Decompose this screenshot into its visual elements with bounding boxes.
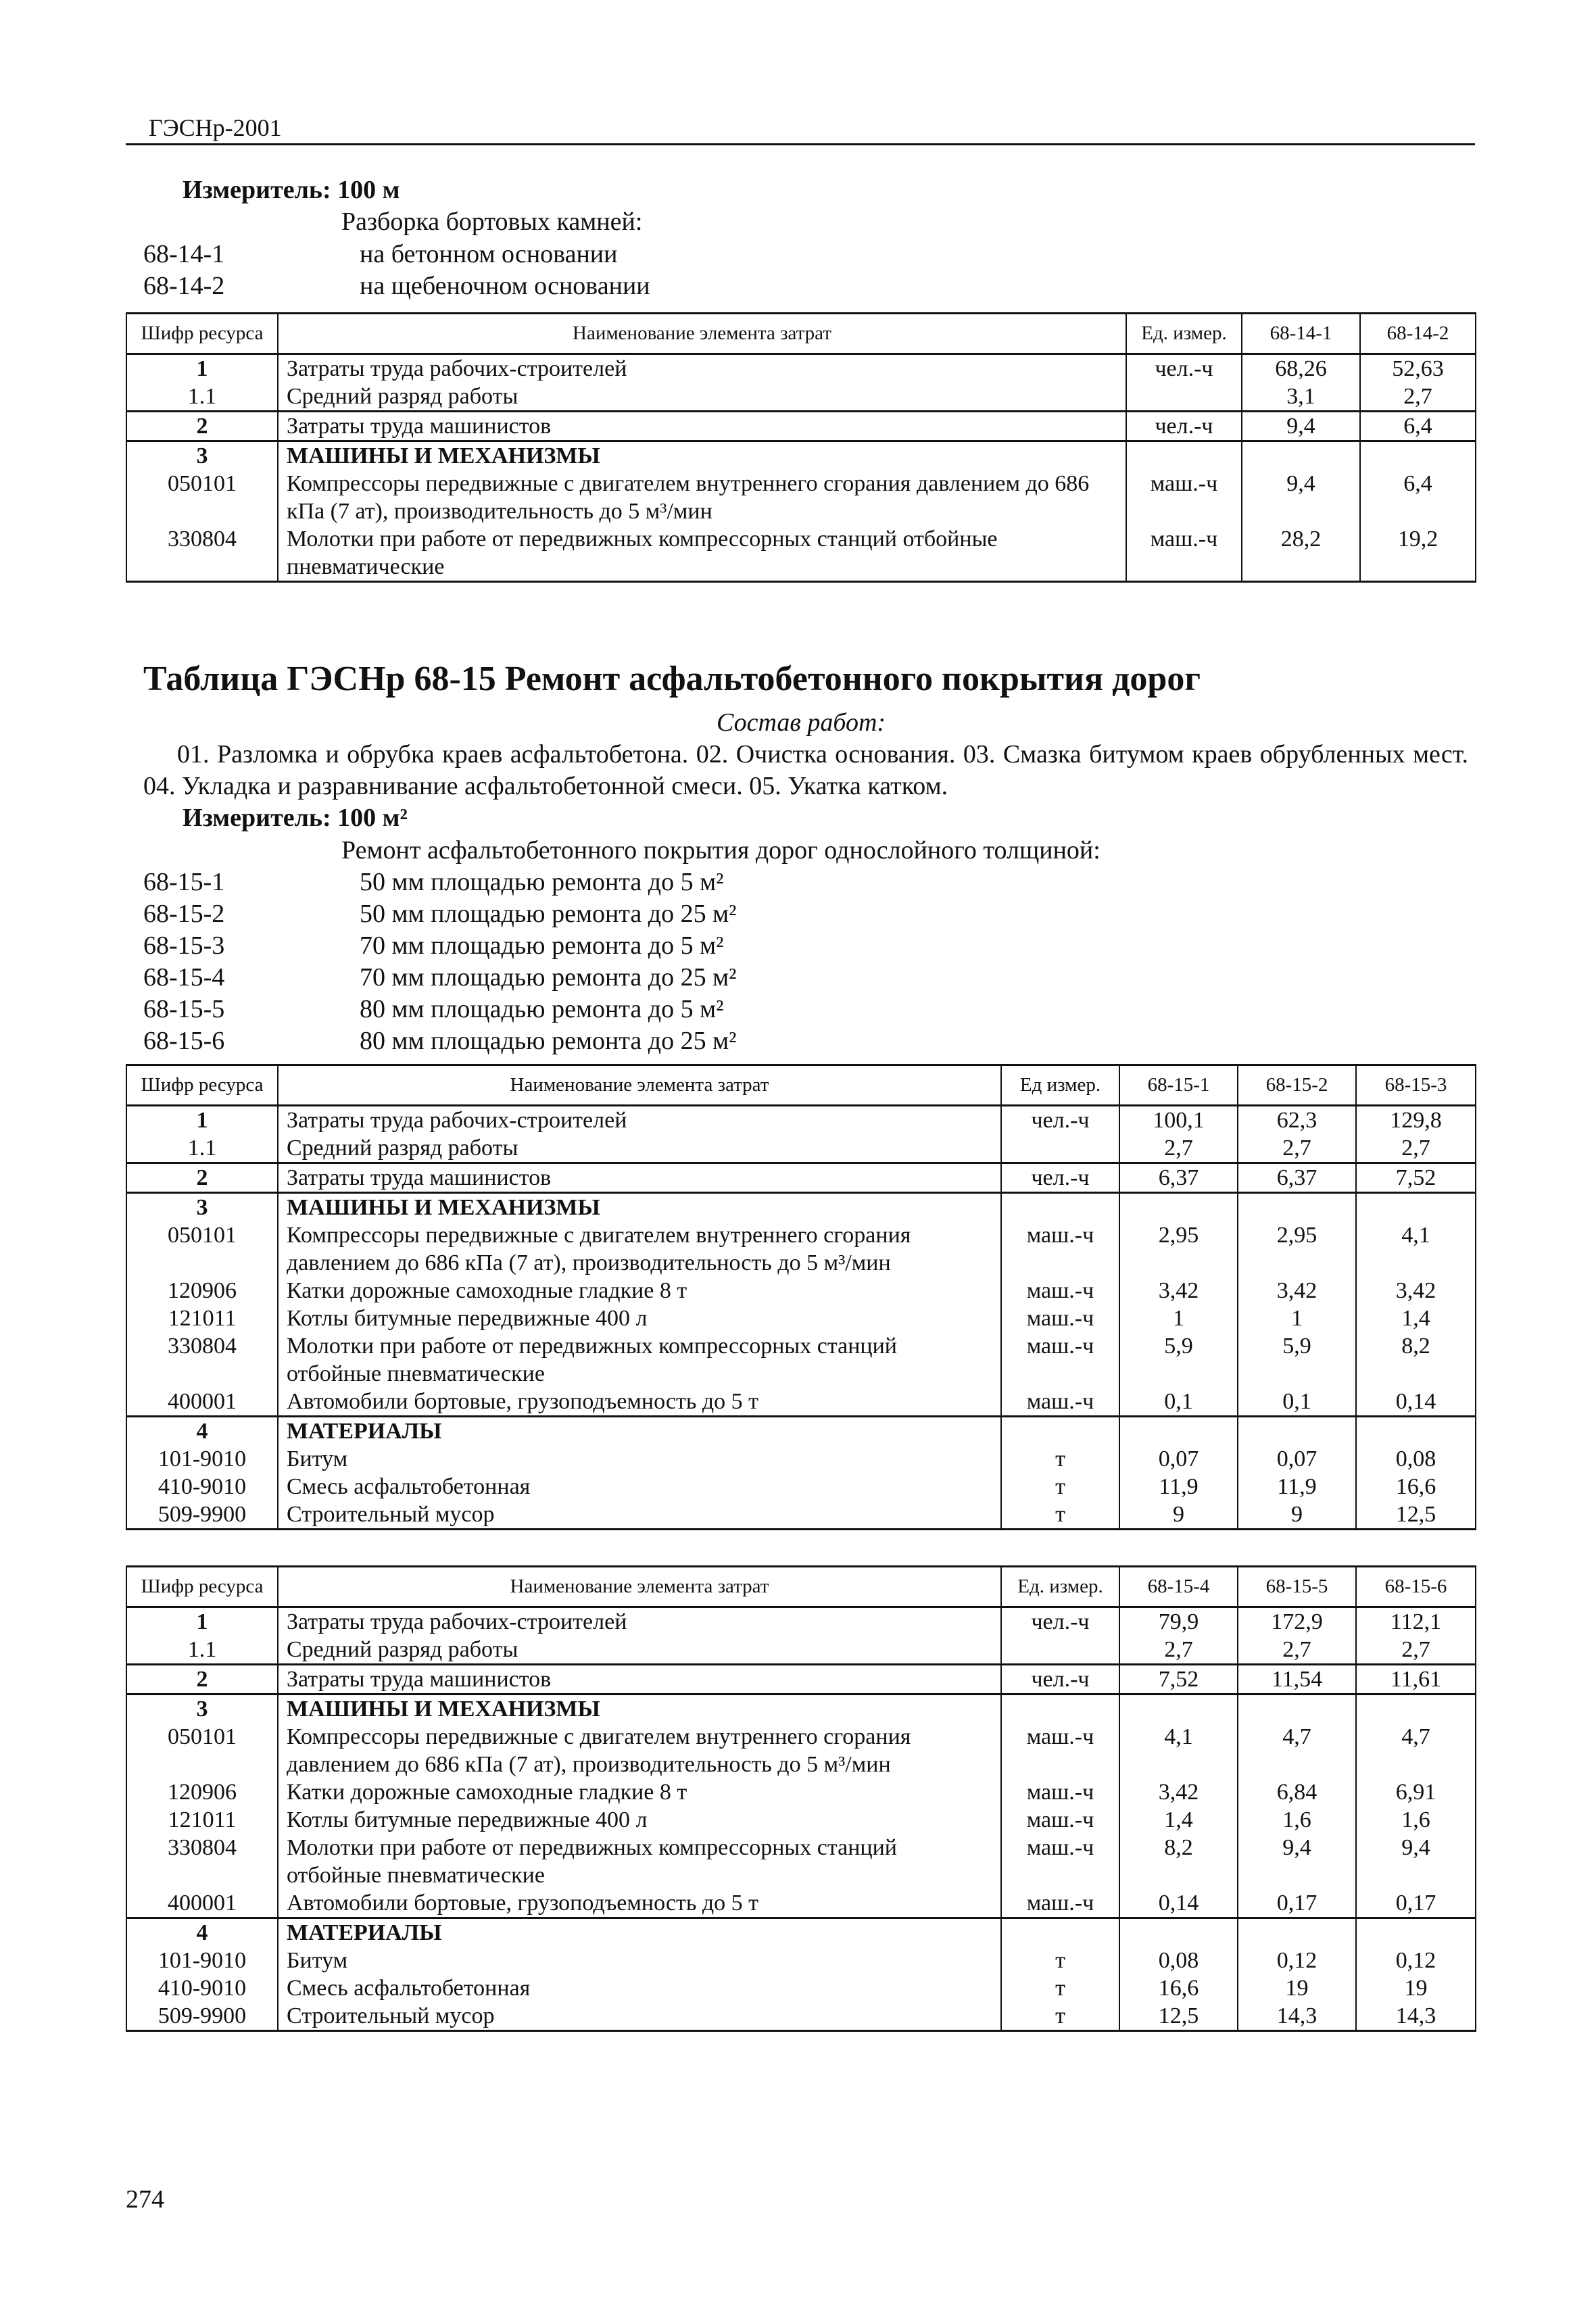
composition-body: 01. Разломка и обрубка краев асфальтобетона. 02. Очистка основания. 03. Смазка битумом краев обрубленных мест. 04. Укладка и разравнивание асфальтобетонной смеси. 05. Укатка катком. — [143, 740, 1468, 800]
row-value: 68,26 — [1242, 354, 1360, 383]
row-name: Автомобили бортовые, грузоподъемность до 5 т — [278, 1889, 1001, 1918]
row-name: Котлы битумные передвижные 400 л — [278, 1305, 1001, 1332]
row-unit: маш.-ч — [1001, 1778, 1119, 1806]
row-name: Молотки при работе от передвижных компрессорных станций отбойные пневматические — [278, 525, 1126, 582]
list-item — [143, 867, 724, 898]
row-unit: т — [1001, 1974, 1119, 2002]
row-value: 9 — [1119, 1501, 1238, 1530]
row-unit: маш.-ч — [1001, 1723, 1119, 1778]
row-code: 330804 — [126, 1332, 278, 1388]
row-value: 2,7 — [1238, 1134, 1356, 1163]
table-row — [126, 1221, 1476, 1277]
row-value: 9,4 — [1356, 1834, 1476, 1889]
row-code: 3 — [126, 1695, 278, 1724]
row-value: 4,7 — [1356, 1723, 1476, 1778]
row-unit — [1001, 1193, 1119, 1222]
row-name: Строительный мусор — [278, 1501, 1001, 1530]
row-name: Катки дорожные самоходные гладкие 8 т — [278, 1778, 1001, 1806]
row-code: 400001 — [126, 1889, 278, 1918]
row-value: 1,4 — [1119, 1806, 1238, 1834]
running-header: ГЭСНр-2001 — [149, 114, 282, 141]
table-row — [126, 1445, 1476, 1473]
composition-heading: Состав работ: — [717, 708, 886, 737]
row-value: 12,5 — [1119, 2002, 1238, 2031]
row-code: 120906 — [126, 1778, 278, 1806]
col-header-68-15-5: 68-15-5 — [1238, 1567, 1356, 1607]
row-value: 19 — [1356, 1974, 1476, 2002]
row-value: 16,6 — [1356, 1473, 1476, 1501]
group-title-68-15: Ремонт асфальтобетонного покрытия дорог однослойного толщиной: — [341, 836, 1101, 864]
row-value: 2,7 — [1238, 1636, 1356, 1665]
row-unit: маш.-ч — [1001, 1277, 1119, 1305]
row-unit — [1001, 1417, 1119, 1446]
row-value: 3,42 — [1238, 1277, 1356, 1305]
col-header-68-15-2: 68-15-2 — [1238, 1065, 1356, 1106]
page-number: 274 — [126, 2185, 164, 2214]
row-name: Молотки при работе от передвижных компрессорных станций отбойные пневматические — [278, 1332, 1001, 1388]
table-row — [126, 1277, 1476, 1305]
row-unit — [1126, 441, 1242, 470]
row-value: 0,07 — [1238, 1445, 1356, 1473]
row-code: 1.1 — [126, 1636, 278, 1665]
composition-text — [143, 739, 1468, 802]
row-value: 0,08 — [1356, 1445, 1476, 1473]
measure-68-14: Измеритель: 100 м — [183, 176, 400, 204]
item-label: 70 мм площадью ремонта до 25 м² — [360, 963, 737, 992]
item-label: на бетонном основании — [360, 240, 618, 268]
cost-table-68-14 — [126, 312, 1476, 583]
row-value — [1119, 1193, 1238, 1222]
header-rule — [126, 143, 1475, 145]
row-unit: т — [1001, 2002, 1119, 2031]
row-unit: маш.-ч — [1001, 1834, 1119, 1889]
row-code: 050101 — [126, 470, 278, 525]
row-value: 6,84 — [1238, 1778, 1356, 1806]
row-unit — [1001, 1695, 1119, 1724]
row-unit: чел.-ч — [1126, 412, 1242, 441]
row-name: Затраты труда рабочих-строителей — [278, 1607, 1001, 1636]
row-value: 4,7 — [1238, 1723, 1356, 1778]
item-label: 50 мм площадью ремонта до 25 м² — [360, 900, 737, 928]
row-value — [1356, 1417, 1476, 1446]
row-code: 1 — [126, 1607, 278, 1636]
row-code: 509-9900 — [126, 2002, 278, 2031]
row-unit: маш.-ч — [1001, 1889, 1119, 1918]
table-row — [126, 1918, 1476, 1947]
item-label: 80 мм площадью ремонта до 5 м² — [360, 995, 724, 1023]
item-code: 68-14-2 — [143, 272, 225, 300]
code-list-68-14 — [143, 239, 650, 302]
row-value: 172,9 — [1238, 1607, 1356, 1636]
row-name: Средний разряд работы — [278, 1636, 1001, 1665]
col-header-name: Наименование элемента затрат — [278, 1567, 1001, 1607]
row-name: Затраты труда рабочих-строителей — [278, 1106, 1001, 1135]
row-unit — [1126, 383, 1242, 412]
list-item — [143, 994, 724, 1025]
row-value: 19 — [1238, 1974, 1356, 2002]
row-unit: т — [1001, 1501, 1119, 1530]
row-value: 4,1 — [1119, 1723, 1238, 1778]
table-row — [126, 1305, 1476, 1332]
row-value: 1,6 — [1238, 1806, 1356, 1834]
row-name: Средний разряд работы — [278, 1134, 1001, 1163]
col-header-unit: Ед измер. — [1001, 1065, 1119, 1106]
row-value: 62,3 — [1238, 1106, 1356, 1135]
row-value: 1,4 — [1356, 1305, 1476, 1332]
row-value: 6,4 — [1360, 412, 1476, 441]
row-value: 2,7 — [1119, 1636, 1238, 1665]
row-code: 3 — [126, 441, 278, 470]
col-header-code: Шифр ресурса — [126, 314, 278, 354]
row-value — [1360, 441, 1476, 470]
row-code: 1 — [126, 1106, 278, 1135]
row-code: 1 — [126, 354, 278, 383]
row-value: 3,42 — [1356, 1277, 1476, 1305]
item-code: 68-15-5 — [143, 995, 225, 1023]
row-unit: чел.-ч — [1126, 354, 1242, 383]
row-code: 1.1 — [126, 1134, 278, 1163]
row-value: 3,42 — [1119, 1277, 1238, 1305]
measure-68-15: Измеритель: 100 м² — [183, 804, 408, 832]
col-header-68-14-2: 68-14-2 — [1360, 314, 1476, 354]
row-unit — [1001, 1918, 1119, 1947]
table-row — [126, 470, 1476, 525]
row-value: 7,52 — [1356, 1163, 1476, 1193]
row-name: Автомобили бортовые, грузоподъемность до 5 т — [278, 1388, 1001, 1417]
row-value: 0,17 — [1356, 1889, 1476, 1918]
row-code: 101-9010 — [126, 1445, 278, 1473]
row-value: 9 — [1238, 1501, 1356, 1530]
row-name: МАШИНЫ И МЕХАНИЗМЫ — [278, 441, 1126, 470]
row-name: Затраты труда машинистов — [278, 1163, 1001, 1193]
row-value: 52,63 — [1360, 354, 1476, 383]
row-unit: чел.-ч — [1001, 1106, 1119, 1135]
list-item — [143, 270, 650, 302]
item-label: 50 мм площадью ремонта до 5 м² — [360, 868, 724, 896]
row-code: 400001 — [126, 1388, 278, 1417]
row-value: 16,6 — [1119, 1974, 1238, 2002]
table-row — [126, 1778, 1476, 1806]
row-unit: чел.-ч — [1001, 1163, 1119, 1193]
row-code: 2 — [126, 412, 278, 441]
row-name: Катки дорожные самоходные гладкие 8 т — [278, 1277, 1001, 1305]
table-row — [126, 1417, 1476, 1446]
row-code: 3 — [126, 1193, 278, 1222]
row-name: Котлы битумные передвижные 400 л — [278, 1806, 1001, 1834]
col-header-name: Наименование элемента затрат — [278, 314, 1126, 354]
row-value: 6,91 — [1356, 1778, 1476, 1806]
table-row — [126, 1332, 1476, 1388]
list-item — [143, 239, 618, 270]
row-value: 0,08 — [1119, 1947, 1238, 1974]
row-unit: т — [1001, 1473, 1119, 1501]
table-row — [126, 1723, 1476, 1778]
table-row — [126, 1834, 1476, 1889]
item-code: 68-15-3 — [143, 931, 225, 960]
row-code: 410-9010 — [126, 1473, 278, 1501]
col-header-68-14-1: 68-14-1 — [1242, 314, 1360, 354]
row-value — [1238, 1918, 1356, 1947]
list-item — [143, 930, 724, 962]
row-unit: маш.-ч — [1001, 1305, 1119, 1332]
item-code: 68-14-1 — [143, 240, 225, 268]
row-code: 121011 — [126, 1806, 278, 1834]
row-value: 3,42 — [1119, 1778, 1238, 1806]
row-value — [1238, 1193, 1356, 1222]
item-code: 68-15-6 — [143, 1027, 225, 1055]
table-row — [126, 1163, 1476, 1193]
row-value — [1119, 1417, 1238, 1446]
item-label: на щебеночном основании — [360, 272, 650, 300]
item-label: 80 мм площадью ремонта до 25 м² — [360, 1027, 737, 1055]
item-code: 68-15-2 — [143, 900, 225, 928]
row-name: Молотки при работе от передвижных компрессорных станций отбойные пневматические — [278, 1834, 1001, 1889]
row-value — [1238, 1695, 1356, 1724]
row-value: 5,9 — [1119, 1332, 1238, 1388]
row-name: Битум — [278, 1947, 1001, 1974]
row-value: 0,12 — [1356, 1947, 1476, 1974]
col-header-code: Шифр ресурса — [126, 1567, 278, 1607]
table-row — [126, 1607, 1476, 1636]
row-unit: маш.-ч — [1126, 470, 1242, 525]
row-value: 0,14 — [1356, 1388, 1476, 1417]
row-name: Смесь асфальтобетонная — [278, 1974, 1001, 2002]
row-value: 1 — [1119, 1305, 1238, 1332]
group-title-68-14: Разборка бортовых камней: — [341, 208, 643, 236]
row-name: Битум — [278, 1445, 1001, 1473]
row-name: МАТЕРИАЛЫ — [278, 1918, 1001, 1947]
row-unit — [1001, 1636, 1119, 1665]
row-value: 11,61 — [1356, 1665, 1476, 1695]
row-value: 14,3 — [1356, 2002, 1476, 2031]
row-name: МАТЕРИАЛЫ — [278, 1417, 1001, 1446]
table-row — [126, 1636, 1476, 1665]
row-value: 2,95 — [1238, 1221, 1356, 1277]
table-row — [126, 525, 1476, 582]
row-value: 3,1 — [1242, 383, 1360, 412]
row-unit: маш.-ч — [1126, 525, 1242, 582]
row-name: Затраты труда рабочих-строителей — [278, 354, 1126, 383]
row-code: 050101 — [126, 1221, 278, 1277]
row-name: Смесь асфальтобетонная — [278, 1473, 1001, 1501]
row-value: 112,1 — [1356, 1607, 1476, 1636]
row-value: 0,1 — [1119, 1388, 1238, 1417]
table-row — [126, 412, 1476, 441]
row-value — [1356, 1193, 1476, 1222]
row-code: 330804 — [126, 1834, 278, 1889]
row-value: 8,2 — [1356, 1332, 1476, 1388]
item-label: 70 мм площадью ремонта до 5 м² — [360, 931, 724, 960]
row-code: 410-9010 — [126, 1974, 278, 2002]
row-name: МАШИНЫ И МЕХАНИЗМЫ — [278, 1193, 1001, 1222]
row-code: 4 — [126, 1918, 278, 1947]
table-row — [126, 354, 1476, 383]
row-code: 1.1 — [126, 383, 278, 412]
row-value: 0,1 — [1238, 1388, 1356, 1417]
row-value: 0,12 — [1238, 1947, 1356, 1974]
row-value: 79,9 — [1119, 1607, 1238, 1636]
cost-table-68-15-b — [126, 1565, 1476, 2032]
row-value: 11,9 — [1238, 1473, 1356, 1501]
table-row — [126, 441, 1476, 470]
col-header-68-15-4: 68-15-4 — [1119, 1567, 1238, 1607]
list-item — [143, 1025, 737, 1057]
row-code: 121011 — [126, 1305, 278, 1332]
row-name: Компрессоры передвижные с двигателем внутреннего сгорания давлением до 686 кПа (7 ат), производительность до 5 м³/мин — [278, 1723, 1001, 1778]
col-header-68-15-1: 68-15-1 — [1119, 1065, 1238, 1106]
row-unit: маш.-ч — [1001, 1806, 1119, 1834]
row-code: 330804 — [126, 525, 278, 582]
row-value: 11,9 — [1119, 1473, 1238, 1501]
row-value: 9,4 — [1242, 412, 1360, 441]
item-code: 68-15-1 — [143, 868, 225, 896]
row-code: 509-9900 — [126, 1501, 278, 1530]
row-name: Компрессоры передвижные с двигателем внутреннего сгорания давлением до 686 кПа (7 ат), производительность до 5 м³/мин — [278, 1221, 1001, 1277]
table-row — [126, 1388, 1476, 1417]
row-code: 050101 — [126, 1723, 278, 1778]
row-name: Строительный мусор — [278, 2002, 1001, 2031]
row-value: 2,7 — [1356, 1636, 1476, 1665]
row-unit — [1001, 1134, 1119, 1163]
row-value: 7,52 — [1119, 1665, 1238, 1695]
row-name: Затраты труда машинистов — [278, 412, 1126, 441]
row-code: 2 — [126, 1163, 278, 1193]
row-name: Затраты труда машинистов — [278, 1665, 1001, 1695]
row-value: 0,14 — [1119, 1889, 1238, 1918]
col-header-68-15-3: 68-15-3 — [1356, 1065, 1476, 1106]
list-item — [143, 898, 737, 930]
row-value: 4,1 — [1356, 1221, 1476, 1277]
row-unit: маш.-ч — [1001, 1388, 1119, 1417]
row-value: 14,3 — [1238, 2002, 1356, 2031]
table-title: Таблица ГЭСНр 68-15 Ремонт асфальтобетонного покрытия дорог — [143, 660, 1201, 698]
col-header-code: Шифр ресурса — [126, 1065, 278, 1106]
row-unit: т — [1001, 1445, 1119, 1473]
row-value: 2,7 — [1356, 1134, 1476, 1163]
row-value — [1119, 1695, 1238, 1724]
row-value: 12,5 — [1356, 1501, 1476, 1530]
row-name: Компрессоры передвижные с двигателем внутреннего сгорания давлением до 686 кПа (7 ат), производительность до 5 м³/мин — [278, 470, 1126, 525]
row-value: 6,37 — [1119, 1163, 1238, 1193]
table-row — [126, 1665, 1476, 1695]
table-row — [126, 1106, 1476, 1135]
row-value — [1119, 1918, 1238, 1947]
row-code: 2 — [126, 1665, 278, 1695]
row-unit: маш.-ч — [1001, 1221, 1119, 1277]
table-row — [126, 1974, 1476, 2002]
row-code: 4 — [126, 1417, 278, 1446]
row-name: МАШИНЫ И МЕХАНИЗМЫ — [278, 1695, 1001, 1724]
col-header-unit: Ед. измер. — [1126, 314, 1242, 354]
table-row — [126, 1695, 1476, 1724]
table-row — [126, 1889, 1476, 1918]
row-value: 6,37 — [1238, 1163, 1356, 1193]
row-value — [1356, 1918, 1476, 1947]
row-value: 1 — [1238, 1305, 1356, 1332]
table-row — [126, 1473, 1476, 1501]
col-header-name: Наименование элемента затрат — [278, 1065, 1001, 1106]
item-code: 68-15-4 — [143, 963, 225, 992]
row-value: 6,4 — [1360, 470, 1476, 525]
row-code: 120906 — [126, 1277, 278, 1305]
row-value — [1356, 1695, 1476, 1724]
row-value: 9,4 — [1238, 1834, 1356, 1889]
code-list-68-15 — [143, 867, 737, 1057]
table-row — [126, 1947, 1476, 1974]
row-value — [1238, 1417, 1356, 1446]
row-unit: т — [1001, 1947, 1119, 1974]
row-unit: маш.-ч — [1001, 1332, 1119, 1388]
row-value: 2,7 — [1119, 1134, 1238, 1163]
row-value: 19,2 — [1360, 525, 1476, 582]
table-row — [126, 383, 1476, 412]
row-value: 2,95 — [1119, 1221, 1238, 1277]
row-value: 0,17 — [1238, 1889, 1356, 1918]
row-value: 8,2 — [1119, 1834, 1238, 1889]
row-value: 5,9 — [1238, 1332, 1356, 1388]
table-row — [126, 1806, 1476, 1834]
row-value: 1,6 — [1356, 1806, 1476, 1834]
row-unit: чел.-ч — [1001, 1665, 1119, 1695]
row-value — [1242, 441, 1360, 470]
col-header-68-15-6: 68-15-6 — [1356, 1567, 1476, 1607]
row-name: Средний разряд работы — [278, 383, 1126, 412]
row-value: 2,7 — [1360, 383, 1476, 412]
row-value: 0,07 — [1119, 1445, 1238, 1473]
cost-table-68-15-a — [126, 1064, 1476, 1530]
row-value: 28,2 — [1242, 525, 1360, 582]
row-value: 9,4 — [1242, 470, 1360, 525]
row-value: 129,8 — [1356, 1106, 1476, 1135]
table-row — [126, 1501, 1476, 1530]
table-row — [126, 1193, 1476, 1222]
table-row — [126, 1134, 1476, 1163]
list-item — [143, 962, 737, 994]
table-row — [126, 2002, 1476, 2031]
row-value: 100,1 — [1119, 1106, 1238, 1135]
row-unit: чел.-ч — [1001, 1607, 1119, 1636]
col-header-unit: Ед. измер. — [1001, 1567, 1119, 1607]
row-value: 11,54 — [1238, 1665, 1356, 1695]
row-code: 101-9010 — [126, 1947, 278, 1974]
